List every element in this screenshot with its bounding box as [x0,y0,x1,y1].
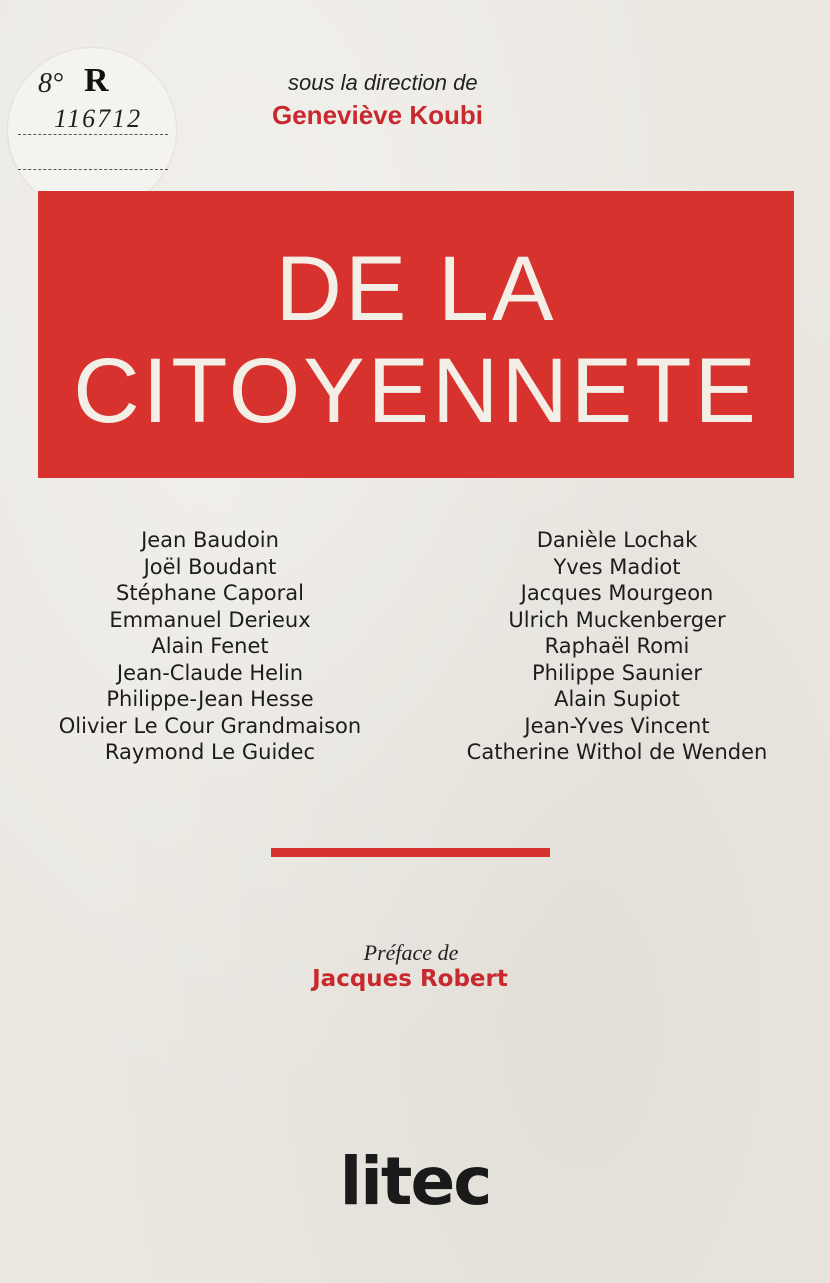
author-name: Yves Madiot [553,554,681,579]
library-call-number-sticker [8,48,176,212]
publisher-logo-text: litec [340,1143,490,1218]
author-name: Alain Fenet [151,634,269,658]
author-name: Danièle Lochak [536,528,698,552]
editor-name: Geneviève Koubi [272,100,483,130]
preface-label: Préface de [363,940,459,965]
author-name: Ulrich Muckenberger [508,607,726,632]
author-name: Philippe-Jean Hesse [106,687,314,711]
authors-list-left [20,527,400,766]
author-name: Stéphane Caporal [116,581,304,605]
author-name: Olivier Le Cour Grandmaison [58,713,362,738]
author-name: Raphaël Romi [544,634,690,658]
sticker-number: 116712 [54,104,143,133]
author-name: Jean-Claude Helin [116,660,304,685]
book-title-line-2: CITOYENNETE [73,340,759,442]
author-name: Joël Boudant [143,554,277,579]
author-name: Alain Supiot [554,687,680,711]
author-name: Philippe Saunier [532,660,702,685]
author-name: Emmanuel Derieux [109,607,311,632]
publisher-logo [340,1128,490,1218]
author-name: Jacques Mourgeon [520,581,714,605]
authors-list-right [432,527,802,766]
sticker-letter: R [84,62,109,99]
author-name: Jean-Yves Vincent [524,713,710,738]
sticker-dotted-line [18,134,168,135]
title-band [38,191,794,478]
sticker-dotted-line [18,169,168,170]
red-divider [271,848,550,857]
author-name: Raymond Le Guidec [104,740,316,764]
preface-author: Jacques Robert [312,966,508,992]
author-name: Catherine Withol de Wenden [466,740,768,764]
direction-label: sous la direction de [288,70,478,95]
sticker-prefix: 8° [38,68,64,99]
author-name: Jean Baudoin [141,528,279,552]
book-title-line-1: DE LA [275,238,557,340]
